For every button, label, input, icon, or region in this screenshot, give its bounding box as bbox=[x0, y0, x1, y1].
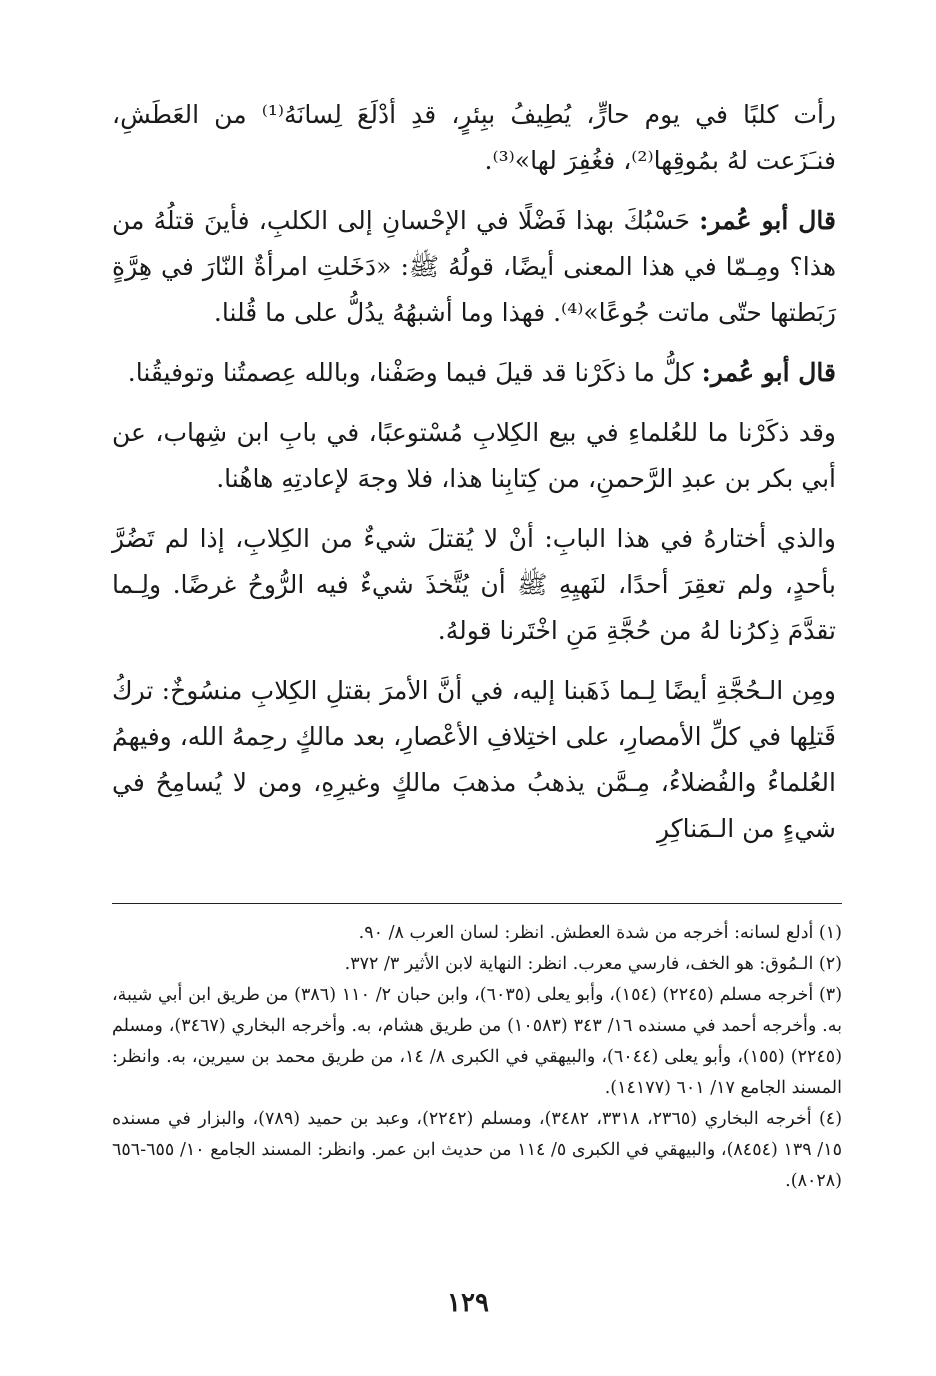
footnote: (٤) أخرجه البخاري (٢٣٦٥، ٣٣١٨، ٣٤٨٢)، ومسلم (٢٢٤٢)، وعبد بن حميد (٧٨٩)، والبزار في مسنده ١٥/ ١٣٩ (٨٤٥٤)، والبيهقي في الكبرى ٥/ ١١٤ من حديث ابن عمر. وانظر: المسند الجامع ١٠/ ٦٥٥-٦٥٦ (٨٠٢٨). bbox=[112, 1109, 843, 1191]
paragraph bbox=[112, 668, 836, 852]
paragraph-text: ومِن الـحُجَّةِ أيضًا لِـما ذَهَبنا إليه، في أنَّ الأمرَ بقتلِ الكِلابِ منسُوخٌ: تركُ قَتلِها في كلِّ الأمصارِ، على اختِلافِ الأعْصارِ، بعد مالكٍ رحِمهُ الله، وفيهمُ العُلماءُ والفُضلاءُ، مِـمَّن يذهبُ مذهبَ مالكٍ وغيرِهِ، ومن لا يُسامِحُ في شيءٍ من الـمَناكِرِ bbox=[112, 676, 836, 843]
footnote: (١) أدلع لسانه: أخرجه من شدة العطش. انظر: لسان العرب ٨/ ٩٠. bbox=[358, 923, 842, 943]
paragraph-text: كلُّ ما ذكَرْنا قد قيلَ فيما وصَفْنا، وبالله عِصمتُنا وتوفيقُنا. bbox=[127, 358, 702, 387]
paragraph-lead: قال أبو عُمر: bbox=[701, 358, 836, 387]
paragraph bbox=[112, 198, 836, 336]
footnote-divider bbox=[112, 903, 842, 904]
paragraph bbox=[112, 92, 836, 184]
footnotes bbox=[112, 918, 842, 1197]
paragraph bbox=[112, 350, 836, 396]
paragraph-text: حَسْبُكَ بهذا فَضْلًا في الإحْسانِ إلى الكلبِ، فأينَ قتلُهُ من هذا؟ ومِـمّا في هذا المعنى أيضًا، قولُهُ ﷺ: «دَخَلتِ امرأةٌ النّارَ في هِرَّةٍ رَبَطتها حتّى ماتت جُوعًا»⁽⁴⁾. فهذا وما أشبهُهُ يدُلُّ على ما قُلنا. bbox=[112, 206, 836, 327]
paragraph bbox=[112, 410, 836, 502]
page-number: ١٢٩ bbox=[447, 1288, 489, 1318]
paragraph bbox=[112, 516, 836, 654]
paragraph-lead: قال أبو عُمر: bbox=[699, 206, 836, 235]
footnote: (٢) الـمُوق: هو الخف، فارسي معرب. انظر: النهاية لابن الأثير ٣/ ٣٧٢. bbox=[344, 954, 842, 974]
paragraph-text: وقد ذكَرْنا ما للعُلماءِ في بيع الكِلابِ مُسْتوعبًا، في بابِ ابن شِهاب، عن أبي بكر بن عبدِ الرَّحمنِ، من كِتابِنا هذا، فلا وجهَ لإعادتِهِ هاهُنا. bbox=[112, 418, 836, 493]
paragraph-text: والذي أختارهُ في هذا البابِ: أنْ لا يُقتلَ شيءٌ من الكِلابِ، إذا لم تَضُرَّ بأحدٍ، ولم تعقِرَ أحدًا، لنَهيِهِ ﷺ أن يُتَّخذَ شيءٌ فيه الرُّوحُ غرضًا. ولِـما تقدَّمَ ذِكرُنا لهُ من حُجَّةِ مَنِ اخْتَرنا قولهُ. bbox=[112, 524, 836, 645]
footnote: (٣) أخرجه مسلم (٢٢٤٥) (١٥٤)، وأبو يعلى (٦٠٣٥)، وابن حبان ٢/ ١١٠ (٣٨٦) من طريق ابن أبي شيبة، به. وأخرجه أحمد في مسنده ١٦/ ٣٤٣ (١٠٥٨٣) من طريق هشام، به. وأخرجه البخاري (٣٤٦٧)، ومسلم (٢٢٤٥) (١٥٥)، وأبو يعلى (٦٠٤٤)، والبيهقي في الكبرى ٨/ ١٤، من طريق محمد بن سيرين، به. وانظر: المسند الجامع ١٧/ ٦٠١ (١٤١٧٧). bbox=[112, 985, 843, 1098]
main-text bbox=[112, 92, 836, 866]
paragraph-text: رأت كلبًا في يوم حارٍّ، يُطِيفُ ببِئرٍ، قدِ أدْلَعَ لِسانَهُ⁽¹⁾ من العَطَشِ، فنـَزَعت لهُ بمُوقِها⁽²⁾، فغُفِرَ لها»⁽³⁾. bbox=[112, 100, 836, 175]
